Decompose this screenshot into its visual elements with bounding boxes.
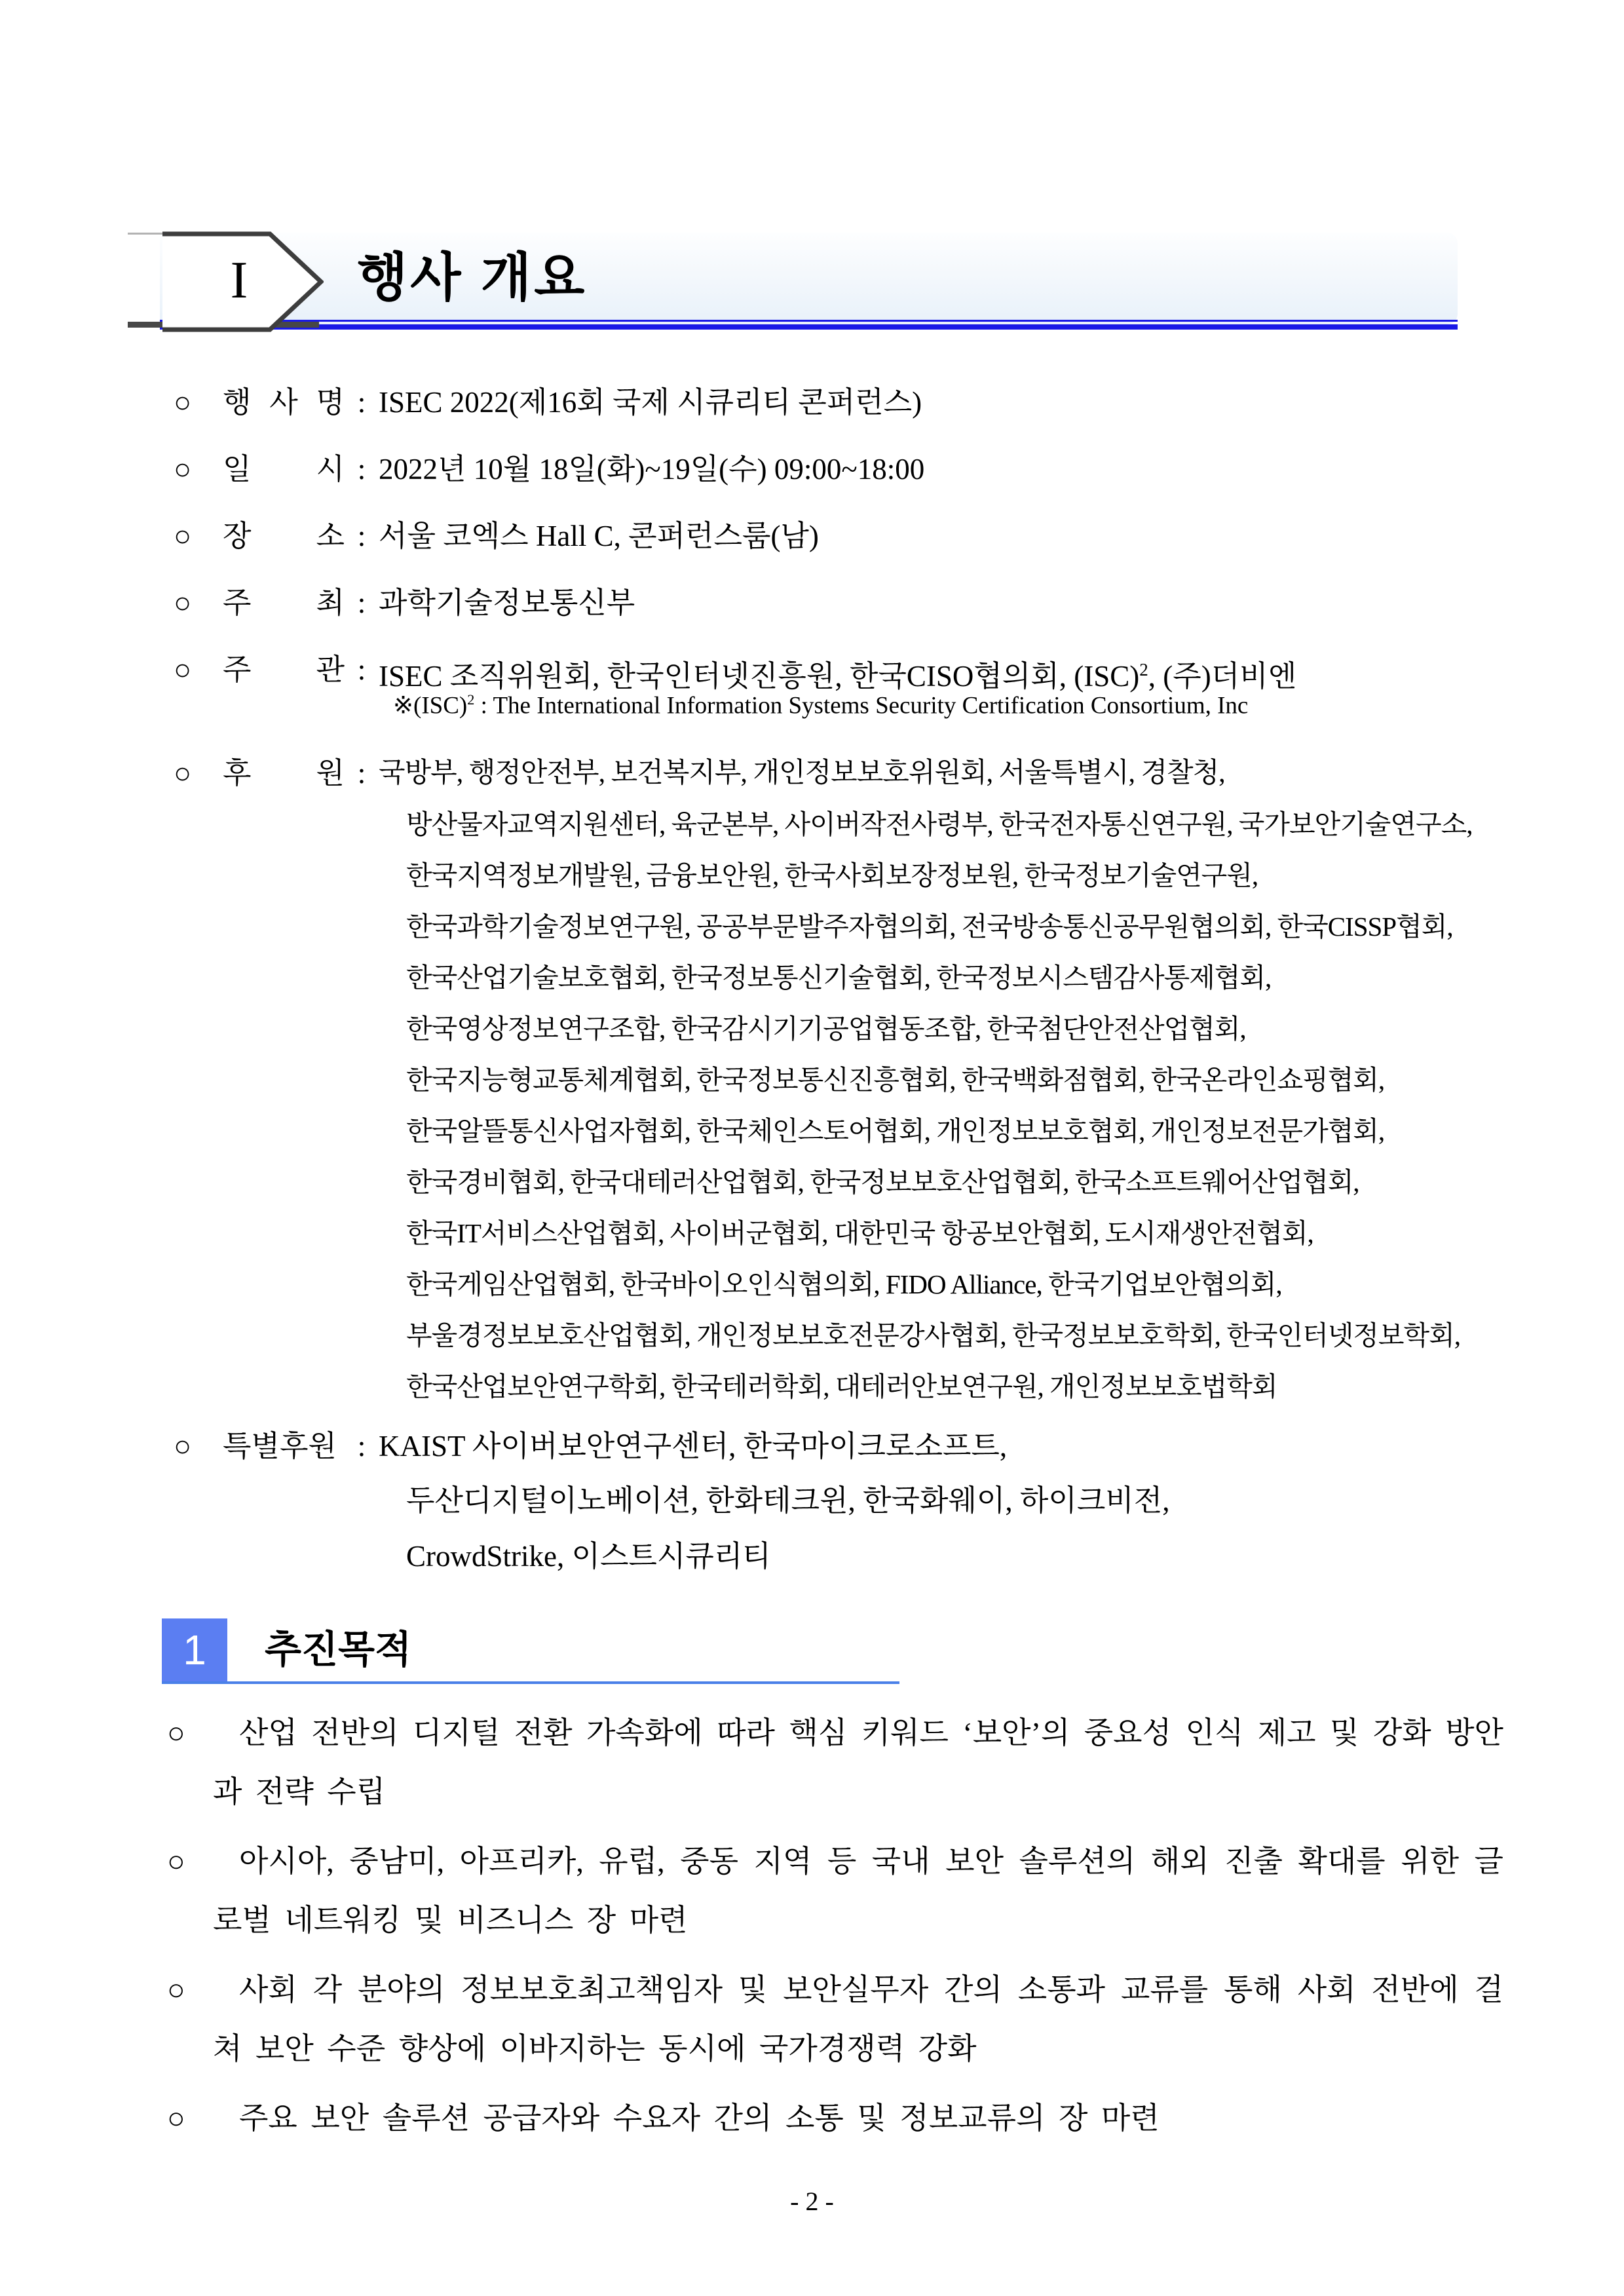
sponsor-line: 한국산업기술보호협회, 한국정보통신기술협회, 한국정보시스템감사통제협회, <box>406 963 1272 993</box>
page-number: - 2 - <box>790 2187 834 2216</box>
purpose-text: 주요 보안 솔루션 공급자와 수요자 간의 소통 및 정보교류의 장 마련 <box>239 2101 1160 2135</box>
sponsor-line: 부울경정보보호산업협회, 개인정보보호전문강사협회, 한국정보보호학회, 한국인터넷정보학회, <box>406 1320 1460 1351</box>
event-overview-list <box>174 383 1510 1584</box>
purpose-bullet-list <box>167 1704 1503 2158</box>
purpose-bullet <box>167 1704 1503 1822</box>
section-title: 행사 개요 <box>357 248 588 307</box>
sponsor-line: 한국알뜰통신사업자협회, 한국체인스토어협회, 개인정보보호협회, 개인정보전문가협회, <box>406 1116 1385 1147</box>
info-label: 일 시 <box>223 453 345 486</box>
sponsor-line: 한국과학기술정보연구원, 공공부문발주자협의회, 전국방송통신공무원협의회, 한국CISSP협회, <box>406 911 1453 942</box>
sponsor-line: 방산물자교역지원센터, 육군본부, 사이버작전사령부, 한국전자통신연구원, 국가보안기술연구소, <box>406 809 1473 840</box>
sponsor-line: 한국영상정보연구조합, 한국감시기기공업협동조합, 한국첨단안전산업협회, <box>406 1014 1246 1044</box>
info-value: KAIST 사이버보안연구센터, 한국마이크로소프트, <box>379 1430 1008 1463</box>
colon-separator: : <box>357 757 366 790</box>
circle-bullet-icon: ○ <box>174 653 192 686</box>
sponsor-line: 한국산업보안연구학회, 한국테러학회, 대테러안보연구원, 개인정보보호법학회 <box>406 1371 1277 1402</box>
circle-bullet-icon: ○ <box>174 757 192 790</box>
circle-bullet-icon: ○ <box>174 520 192 552</box>
colon-separator: : <box>357 1430 366 1463</box>
info-value: 서울 코엑스 Hall C, 콘퍼런스룸(남) <box>379 520 819 552</box>
info-row-date <box>174 450 1510 488</box>
subsection-1-banner <box>162 1618 899 1684</box>
colon-separator: : <box>357 386 366 419</box>
special-sponsor-line: CrowdStrike, 이스트시큐리티 <box>406 1540 771 1573</box>
organizer-footnote: ※(ISC)$^2$ : The International Information Systems Security Certification Consortium, Inc <box>393 691 1249 719</box>
info-label: 후 원 <box>223 757 345 790</box>
section-numeral: I <box>230 252 248 309</box>
info-label: 특별후원 <box>223 1430 337 1463</box>
circle-bullet-icon: ○ <box>167 1973 185 2006</box>
colon-separator: : <box>357 520 366 552</box>
purpose-bullet <box>167 1832 1503 1950</box>
info-value: 2022년 10월 18일(화)~19일(수) 09:00~18:00 <box>379 453 925 486</box>
heading-gradient-background <box>160 233 1458 324</box>
purpose-text: 산업 전반의 디지털 전환 가속화에 따라 핵심 키워드 ‘보안’의 중요성 인식 제고 및 강화 방안과 전략 수립 <box>213 1716 1503 1808</box>
circle-bullet-icon: ○ <box>167 1716 185 1750</box>
colon-separator: : <box>357 653 366 686</box>
sponsor-continuation-list <box>406 799 1510 1412</box>
info-row-sponsors <box>174 754 1510 792</box>
info-value: ISEC 조직위원회, 한국인터넷진흥원, 한국CISO협의회, (ISC)$^2$, (주)더비엔 <box>379 660 1297 693</box>
isc-superscript: 2 <box>1139 660 1148 679</box>
info-row-venue <box>174 517 1510 555</box>
colon-separator: : <box>357 453 366 486</box>
info-row-special-sponsors <box>174 1427 1510 1465</box>
purpose-text: 아시아, 중남미, 아프리카, 유럽, 중동 지역 등 국내 보안 솔루션의 해외 진출 확대를 위한 글로벌 네트워킹 및 비즈니스 장 마련 <box>213 1845 1503 1937</box>
heading-blue-rule-thick <box>160 324 1458 330</box>
isc-superscript: 2 <box>467 691 475 708</box>
info-label: 행 사 명 <box>223 386 345 419</box>
info-row-event-name <box>174 383 1510 421</box>
info-label: 주 관 <box>223 653 345 686</box>
purpose-bullet <box>167 1961 1503 2078</box>
info-value: 과학기술정보통신부 <box>379 586 635 619</box>
info-label: 주 최 <box>223 586 345 619</box>
sponsor-line: 한국IT서비스산업협회, 사이버군협회, 대한민국 항공보안협회, 도시재생안전협회, <box>406 1218 1313 1249</box>
info-value: ISEC 2022(제16회 국제 시큐리티 콘퍼런스) <box>379 386 922 419</box>
circle-bullet-icon: ○ <box>174 453 192 486</box>
sponsor-line: 한국게임산업협회, 한국바이오인식협의회, FIDO Alliance, 한국기업보안협의회, <box>406 1269 1282 1300</box>
purpose-text: 사회 각 분야의 정보보호최고책임자 및 보안실무자 간의 소통과 교류를 통해 사회 전반에 걸쳐 보안 수준 향상에 이바지하는 동시에 국가경쟁력 강화 <box>213 1973 1503 2065</box>
circle-bullet-icon: ○ <box>174 386 192 419</box>
colon-separator: : <box>357 586 366 619</box>
circle-bullet-icon: ○ <box>167 2101 185 2135</box>
info-label: 장 소 <box>223 520 345 552</box>
section-numeral-badge <box>160 231 324 332</box>
section-1-heading-band <box>128 233 1458 332</box>
sponsor-line: 한국지역정보개발원, 금융보안원, 한국사회보장정보원, 한국정보기술연구원, <box>406 860 1258 891</box>
sponsor-line: 한국지능형교통체계협회, 한국정보통신진흥협회, 한국백화점협회, 한국온라인쇼핑협회, <box>406 1065 1385 1096</box>
heading-blue-rule-thin <box>160 320 1458 322</box>
info-row-host <box>174 584 1510 622</box>
special-sponsor-continuation-list <box>406 1473 1510 1584</box>
sponsor-line: 한국경비협회, 한국대테러산업협회, 한국정보보호산업협회, 한국소프트웨어산업협회, <box>406 1167 1359 1198</box>
circle-bullet-icon: ○ <box>167 1845 185 1878</box>
circle-bullet-icon: ○ <box>174 586 192 619</box>
info-value: 국방부, 행정안전부, 보건복지부, 개인정보보호위원회, 서울특별시, 경찰청, <box>379 758 1225 789</box>
subsection-number-box: 1 <box>162 1618 227 1681</box>
subsection-title: 추진목적 <box>265 1628 412 1671</box>
purpose-bullet <box>167 2089 1503 2148</box>
special-sponsor-line: 두산디지털이노베이션, 한화테크윈, 한국화웨이, 하이크비전, <box>406 1484 1170 1518</box>
circle-bullet-icon: ○ <box>174 1430 192 1463</box>
